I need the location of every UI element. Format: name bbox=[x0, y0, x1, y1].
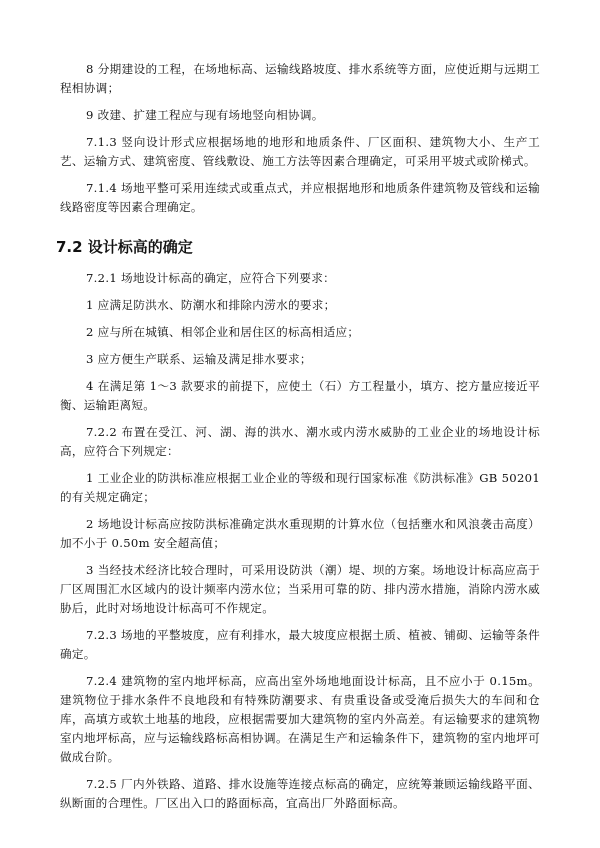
paragraph-item-8: 8 分期建设的工程，在场地标高、运输线路坡度、排水系统等方面，应使近期与远期工程相协调； bbox=[60, 62, 540, 95]
paragraph-7-2-2-item-2: 2 场地设计标高应按防洪标准确定洪水重现期的计算水位（包括壅水和风浪袭击高度）加不小于 0.50m 安全超高值； bbox=[60, 517, 540, 550]
paragraph-7-2-5: 7.2.5 厂内外铁路、道路、排水设施等连接点标高的确定，应统筹兼顾运输线路平面、纵断面的合理性。厂区出入口的路面标高，宜高出厂外路面标高。 bbox=[60, 777, 540, 810]
paragraph-7-2-1-item-3: 3 应方便生产联系、运输及满足排水要求； bbox=[86, 352, 312, 366]
paragraph-7-2-2-item-1: 1 工业企业的防洪标准应根据工业企业的等级和现行国家标准《防洪标准》GB 50201 的有关规定确定； bbox=[60, 471, 540, 504]
paragraph-7-2-4: 7.2.4 建筑物的室内地坪标高，应高出室外场地地面设计标高，且不应小于 0.15m。建筑物位于排水条件不良地段和有特殊防潮要求、有贵重设备或受淹后损失大的车间和仓库，高填方或软土地基的地段，应根据需要加大建筑物的室内外高差。有运输要求的建筑物室内地坪标高，应与运输线路标高相协调。在满足生产和运输条件下，建筑物的室内地坪可做成台阶。 bbox=[60, 674, 540, 764]
paragraph-7-2-2-item-3: 3 当经技术经济比较合理时，可采用设防洪（潮）堤、坝的方案。场地设计标高应高于厂区周围汇水区域内的设计频率内涝水位；当采用可靠的防、排内涝水措施，消除内涝水威胁后，此时对场地设计标高可不作规定。 bbox=[60, 563, 540, 615]
paragraph-7-2-1-item-4: 4 在满足第 1～3 款要求的前提下，应使土（石）方工程量小，填方、挖方量应接近平衡、运输距离短。 bbox=[60, 379, 540, 412]
paragraph-7-2-3: 7.2.3 场地的平整坡度，应有利排水，最大坡度应根据土质、植被、铺砌、运输等条件确定。 bbox=[60, 628, 540, 661]
section-heading-7-2: 7.2 设计标高的确定 bbox=[56, 238, 193, 256]
paragraph-7-2-1-item-2: 2 应与所在城镇、相邻企业和居住区的标高相适应； bbox=[86, 325, 360, 339]
paragraph-7-2-2: 7.2.2 布置在受江、河、湖、海的洪水、潮水或内涝水威胁的工业企业的场地设计标高，应符合下列规定： bbox=[60, 425, 540, 458]
paragraph-7-2-1-item-1: 1 应满足防洪水、防潮水和排除内涝水的要求； bbox=[86, 298, 336, 312]
paragraph-item-9: 9 改建、扩建工程应与现有场地竖向相协调。 bbox=[86, 108, 324, 122]
paragraph-7-1-3: 7.1.3 竖向设计形式应根据场地的地形和地质条件、厂区面积、建筑物大小、生产工艺、运输方式、建筑密度、管线敷设、施工方法等因素合理确定，可采用平坡式或阶梯式。 bbox=[60, 135, 540, 168]
page-content bbox=[56, 60, 540, 821]
paragraph-7-1-4: 7.1.4 场地平整可采用连续式或重点式，并应根据地形和地质条件建筑物及管线和运输线路密度等因素合理确定。 bbox=[60, 181, 540, 214]
paragraph-7-2-1: 7.2.1 场地设计标高的确定，应符合下列要求： bbox=[86, 271, 336, 285]
